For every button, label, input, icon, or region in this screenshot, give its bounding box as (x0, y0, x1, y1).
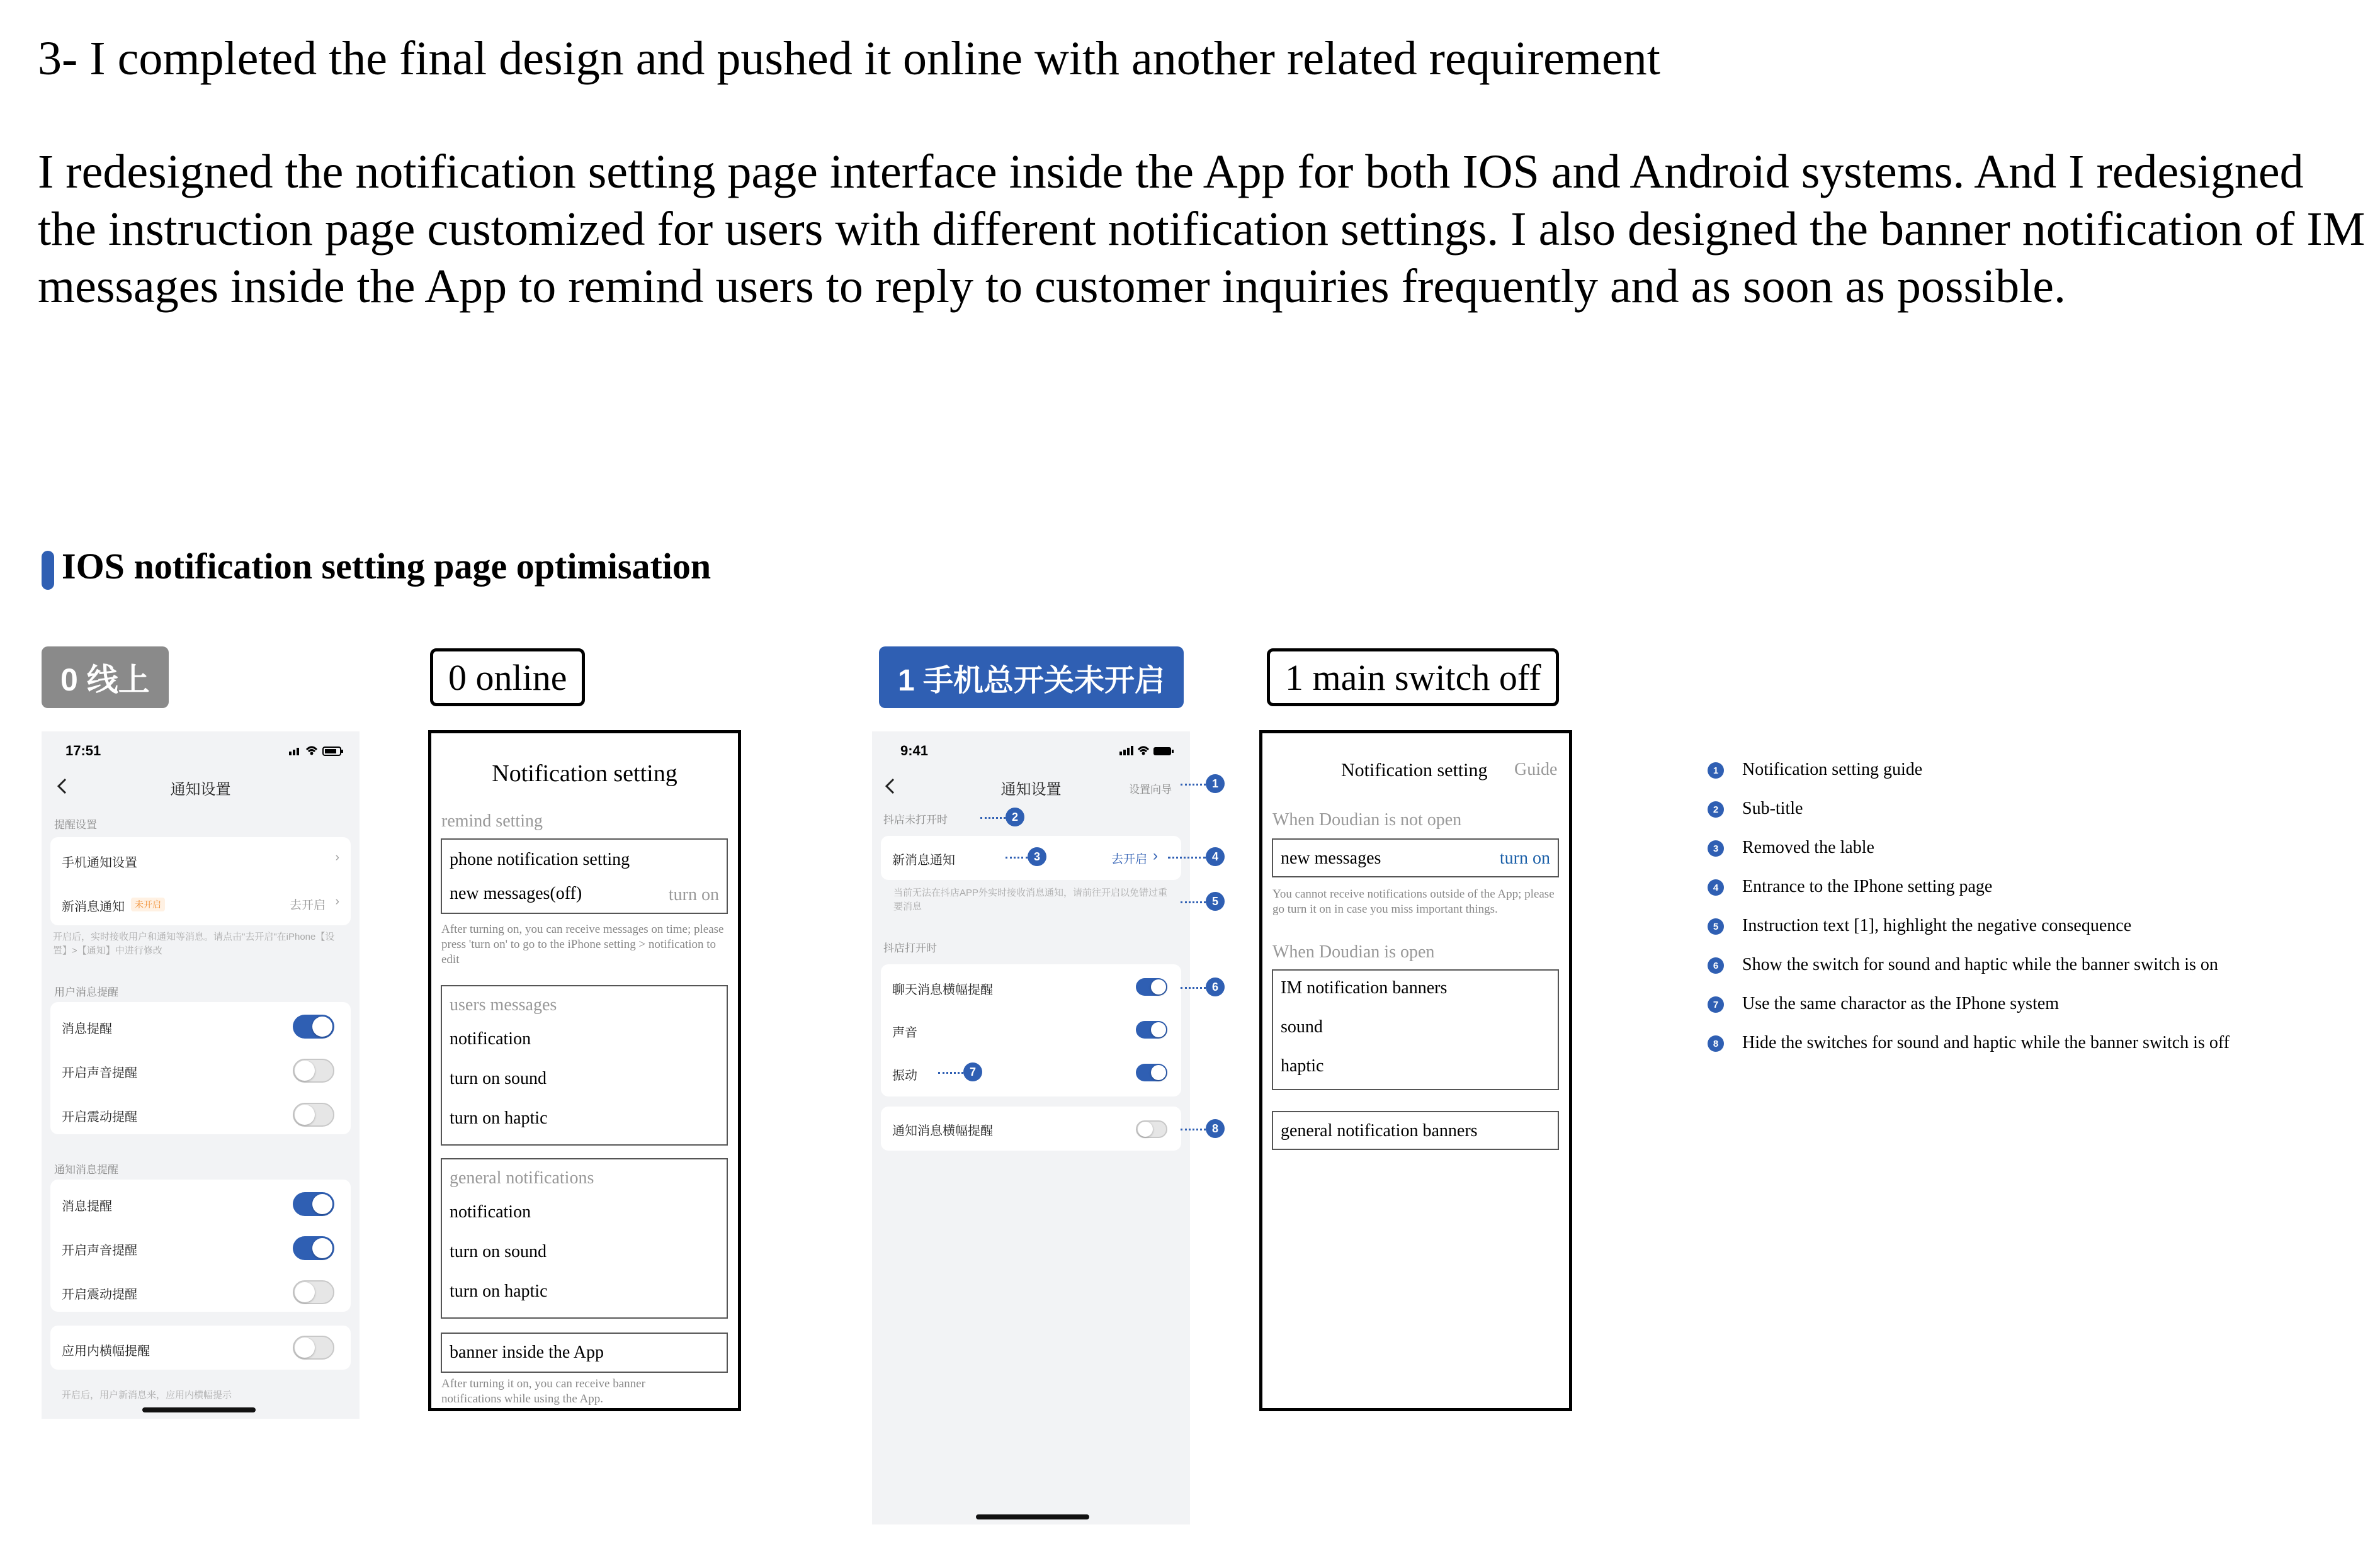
callout-dot-1: 1 (1206, 774, 1225, 793)
banner-note: 开启后，用户新消息来，应用内横幅提示 (62, 1390, 232, 1400)
legend-number: 6 (1708, 957, 1724, 974)
wire-im-banners: IM notification banners (1281, 978, 1448, 998)
section-label-user: 用户消息提醒 (54, 986, 118, 998)
legend-number: 5 (1708, 918, 1724, 935)
notice-row-label: 开启震动提醒 (62, 1288, 137, 1302)
guide-link[interactable]: 设置向导 (1129, 784, 1172, 796)
row-new-message-label: 新消息通知 (62, 900, 125, 914)
chevron-right-icon[interactable]: › (335, 851, 339, 864)
phone-screen-online (42, 731, 360, 1419)
legend-number: 3 (1708, 840, 1724, 857)
callout-dot-6: 6 (1206, 978, 1225, 996)
wire-new-messages-box (1272, 838, 1559, 877)
status-time: 9:41 (900, 743, 929, 758)
wire-sound: sound (1281, 1017, 1323, 1037)
wire-general-banners: general notification banners (1281, 1121, 1478, 1141)
wireframe-online (428, 730, 741, 1411)
tag-online-cn: 0 线上 (42, 646, 169, 708)
callout-line-3 (1006, 857, 1028, 859)
toggle-haptic[interactable] (1136, 1064, 1167, 1081)
status-time: 17:51 (65, 743, 101, 758)
callout-line-8 (1181, 1129, 1206, 1130)
legend-number: 1 (1708, 762, 1724, 779)
tag-switch-cn: 1 手机总开关未开启 (879, 646, 1184, 708)
legend-text: Notification setting guide (1742, 760, 1923, 779)
chevron-right-icon[interactable]: › (1153, 847, 1158, 864)
callout-line-1 (1181, 784, 1206, 786)
row-new-message-label: 新消息通知 (892, 854, 955, 867)
tag-switch-en: 1 main switch off (1267, 648, 1559, 706)
wire-turn-on[interactable]: turn on (668, 885, 719, 904)
to-open-link[interactable]: 去开启 (289, 899, 326, 912)
wire-haptic: turn on haptic (450, 1108, 548, 1128)
banner-row-label: 应用内横幅提醒 (62, 1344, 150, 1358)
legend-number: 4 (1708, 879, 1724, 896)
wire-general-box (441, 1158, 728, 1319)
legend-number: 2 (1708, 801, 1724, 818)
wire-new-messages: new messages (1281, 848, 1381, 868)
status-icons (1119, 744, 1176, 757)
nav-title: 通知设置 (170, 781, 231, 798)
callout-line-2 (980, 817, 1006, 819)
legend-text: Entrance to the IPhone setting page (1742, 877, 1993, 896)
tag-online-en: 0 online (430, 648, 585, 706)
callout-line-6 (1181, 987, 1206, 989)
home-indicator (142, 1407, 256, 1412)
toggle-notice-haptic[interactable] (293, 1280, 334, 1304)
wire-haptic: haptic (1281, 1056, 1324, 1076)
callout-dot-5: 5 (1206, 892, 1225, 911)
legend-text: Removed the lable (1742, 838, 1874, 857)
toggle-user-haptic[interactable] (293, 1103, 334, 1127)
wire-phone-setting[interactable]: phone notification setting (450, 850, 630, 869)
legend-number: 7 (1708, 996, 1724, 1013)
wifi-icon (1138, 747, 1148, 755)
legend-text: Show the switch for sound and haptic while the banner switch is on (1742, 955, 2218, 974)
wire-new-messages: new messages(off) (450, 884, 582, 903)
section-title: IOS notification setting page optimisation (62, 546, 711, 587)
remind-note: 开启后，实时接收用户和通知等消息。请点击"去开启"在iPhone【设置】>【通知】中进行修改 (53, 932, 335, 956)
wire-is-open-label: When Doudian is open (1272, 942, 1435, 962)
callout-dot-7: 7 (963, 1062, 982, 1081)
toggle-sound[interactable] (1136, 1021, 1167, 1039)
wire-banner-label: banner inside the App (450, 1343, 604, 1362)
open-row-label: 聊天消息横幅提醒 (892, 983, 993, 997)
user-message-card (50, 1002, 351, 1134)
remind-card (50, 837, 351, 925)
wire-remind-note: After turning on, you can receive messages on time; please press 'turn on' to go to the iPhone setting > notification to edit (441, 923, 724, 966)
wire-title: Notification setting (492, 760, 677, 787)
callout-dot-8: 8 (1206, 1119, 1225, 1138)
notice-row-label: 开启声音提醒 (62, 1244, 137, 1258)
open-row-label: 声音 (892, 1026, 917, 1040)
user-row-label: 开启声音提醒 (62, 1066, 137, 1080)
legend-text: Instruction text [1], highlight the negative consequence (1742, 916, 2132, 935)
toggle-notice-message[interactable] (293, 1192, 334, 1216)
legend-text: Hide the switches for sound and haptic while the banner switch is off (1742, 1033, 2230, 1052)
callout-dot-2: 2 (1006, 808, 1024, 826)
status-badge-off: 未开启 (131, 898, 165, 911)
wire-turn-on[interactable]: turn on (1499, 848, 1550, 868)
wire-remind-label: remind setting (441, 811, 543, 831)
wire-not-open-label: When Doudian is not open (1272, 810, 1462, 830)
section-label-open: 抖店打开时 (883, 942, 937, 954)
wire-instruction-note: You cannot receive notifications outside of the App; please go turn it on in case you miss important things. (1272, 888, 1555, 916)
signal-icon (289, 748, 299, 755)
callout-dot-3: 3 (1028, 847, 1046, 866)
wire-sound: turn on sound (450, 1242, 547, 1261)
page-heading: 3- I completed the final design and pushed it online with another related requirement (38, 32, 1660, 85)
wire-general-box (1272, 1111, 1559, 1150)
wire-im-box (1272, 969, 1559, 1090)
legend-number: 8 (1708, 1035, 1724, 1052)
toggle-general-banner[interactable] (1136, 1120, 1167, 1138)
user-row-label: 消息提醒 (62, 1022, 112, 1036)
wire-notification: notification (450, 1029, 531, 1049)
wire-users-box (441, 985, 728, 1146)
wire-remind-box (441, 838, 728, 914)
callout-line-7 (938, 1072, 963, 1074)
battery-icon (1153, 747, 1174, 755)
wifi-icon (307, 747, 317, 755)
notice-message-card (50, 1180, 351, 1312)
wire-haptic: turn on haptic (450, 1282, 548, 1301)
legend-text: Sub-title (1742, 799, 1803, 818)
wire-general-label: general notifications (450, 1168, 594, 1188)
legend-text: Use the same charactor as the IPhone system (1742, 994, 2060, 1013)
wireframe-switch-off (1259, 730, 1572, 1411)
notice-row-label: 消息提醒 (62, 1200, 112, 1214)
signal-icon (1119, 746, 1133, 755)
toggle-notice-sound[interactable] (293, 1236, 334, 1260)
user-row-label: 开启震动提醒 (62, 1110, 137, 1124)
chevron-right-icon[interactable]: › (335, 895, 339, 908)
toggle-user-sound[interactable] (293, 1059, 334, 1083)
general-banner-card (881, 1107, 1181, 1151)
nav-title: 通知设置 (1000, 781, 1062, 798)
instruction-note: 当前无法在抖店APP外实时接收消息通知，请前往开启以免错过重要消息 (893, 888, 1168, 912)
toggle-im-banner[interactable] (1136, 978, 1167, 996)
general-banner-label: 通知消息横幅提醒 (892, 1124, 993, 1138)
section-accent-bar (42, 551, 54, 590)
section-label-closed: 抖店未打开时 (883, 814, 948, 826)
callout-dot-4: 4 (1206, 847, 1225, 866)
section-label-remind: 提醒设置 (54, 819, 97, 831)
wire-banner-note: After turning it on, you can receive banner notifications while using the App. (441, 1377, 645, 1406)
callout-line-5 (1181, 901, 1206, 903)
toggle-user-message[interactable] (293, 1015, 334, 1039)
callout-line-4 (1168, 857, 1206, 859)
wire-notification: notification (450, 1202, 531, 1222)
wire-title: Notification setting (1341, 760, 1488, 780)
status-icons (289, 744, 346, 757)
row-phone-setting-label[interactable]: 手机通知设置 (62, 856, 137, 870)
wire-banner-box (441, 1333, 728, 1373)
home-indicator (976, 1514, 1089, 1519)
section-label-notice: 通知消息提醒 (54, 1164, 118, 1176)
banner-card (50, 1326, 351, 1370)
toggle-in-app-banner[interactable] (293, 1336, 334, 1360)
open-row-label: 振动 (892, 1069, 917, 1083)
wire-sound: turn on sound (450, 1069, 547, 1088)
wire-users-label: users messages (450, 995, 557, 1015)
intro-paragraph: I redesigned the notification setting page interface inside the App for both IOS and Android systems. And I redesigned the instruction page customized for users with different notification settings. I also designed the banner notification of IM messages inside the App to remind users to reply to customer inquiries frequently and as soon as possible. (38, 145, 2366, 313)
to-open-link[interactable]: 去开启 (1111, 853, 1148, 866)
battery-icon (323, 747, 343, 755)
im-banner-card (881, 964, 1181, 1096)
wire-guide[interactable]: Guide (1514, 760, 1558, 779)
